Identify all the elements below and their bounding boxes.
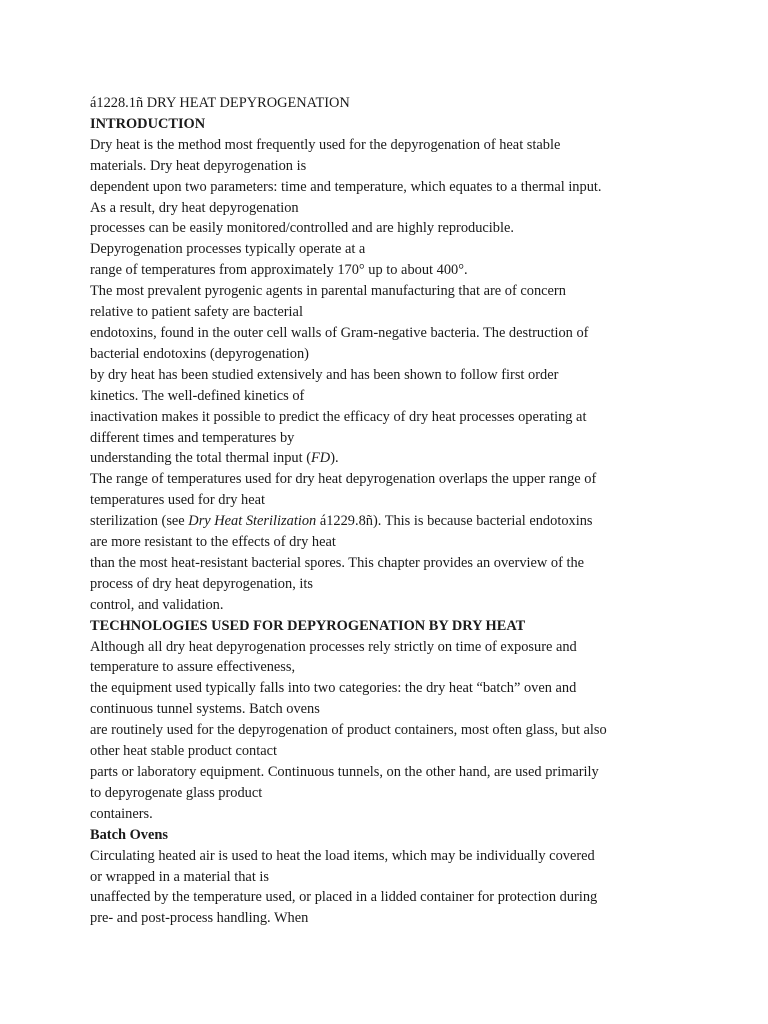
- text-line: pre- and post-process handling. When: [90, 910, 309, 927]
- text-line: different times and temperatures by: [90, 429, 295, 446]
- sterilization-line-before: sterilization (see: [90, 513, 189, 530]
- text-line: unaffected by the temperature used, or placed in a lidded container for protection during: [90, 889, 598, 906]
- text-line: by dry heat has been studied extensively and has been shown to follow first order: [90, 366, 559, 383]
- text-line: Circulating heated air is used to heat the load items, which may be individually covered: [90, 847, 595, 864]
- text-line: are more resistant to the effects of dry heat: [90, 534, 336, 551]
- sterilization-line: [90, 511, 690, 532]
- text-line: the equipment used typically falls into two categories: the dry heat “batch” oven and: [90, 680, 577, 697]
- text-line: temperature to assure effectiveness,: [90, 659, 296, 676]
- batch-ovens-section: [90, 846, 690, 930]
- chapter-title: á1228.1ñ DRY HEAT DEPYROGENATION: [90, 95, 350, 111]
- fd-line-before: understanding the total thermal input (: [90, 450, 312, 467]
- fd-line: [90, 448, 690, 469]
- document-page: [90, 93, 690, 929]
- text-line: range of temperatures from approximately 170° up to about 400°.: [90, 262, 468, 279]
- text-line: relative to patient safety are bacterial: [90, 304, 303, 321]
- text-line: temperatures used for dry heat: [90, 492, 266, 509]
- text-line: endotoxins, found in the outer cell walls of Gram-negative bacteria. The destruction of: [90, 324, 589, 341]
- fd-symbol: FD: [311, 450, 331, 467]
- text-line: process of dry heat depyrogenation, its: [90, 575, 313, 592]
- text-line: dependent upon two parameters: time and temperature, which equates to a thermal input.: [90, 178, 602, 195]
- introduction-section: [90, 135, 690, 616]
- text-line: Although all dry heat depyrogenation processes rely strictly on time of exposure and: [90, 638, 577, 655]
- text-line: than the most heat-resistant bacterial spores. This chapter provides an overview of the: [90, 554, 585, 571]
- batch-ovens-heading: Batch Ovens: [90, 826, 168, 843]
- text-line: Dry heat is the method most frequently used for the depyrogenation of heat stable: [90, 136, 561, 153]
- text-line: materials. Dry heat depyrogenation is: [90, 157, 307, 174]
- fd-line-after: ).: [330, 450, 339, 467]
- technologies-heading: TECHNOLOGIES USED FOR DEPYROGENATION BY DRY HEAT: [90, 617, 526, 634]
- text-line: are routinely used for the depyrogenation of product containers, most often glass, but also: [90, 722, 607, 739]
- text-line: parts or laboratory equipment. Continuous tunnels, on the other hand, are used primarily: [90, 764, 599, 780]
- text-line: other heat stable product contact: [90, 743, 278, 760]
- text-line: The range of temperatures used for dry heat depyrogenation overlaps the upper range of: [90, 471, 597, 488]
- text-line: bacterial endotoxins (depyrogenation): [90, 345, 309, 362]
- text-line: to depyrogenate glass product: [90, 784, 263, 801]
- text-line: or wrapped in a material that is: [90, 868, 270, 885]
- text-line: As a result, dry heat depyrogenation: [90, 199, 299, 216]
- text-line: processes can be easily monitored/controlled and are highly reproducible.: [90, 220, 514, 237]
- sterilization-reference: Dry Heat Sterilization: [188, 513, 317, 530]
- text-line: control, and validation.: [90, 596, 224, 613]
- text-line: Depyrogenation processes typically operate at a: [90, 241, 366, 258]
- technologies-section: [90, 637, 690, 825]
- text-line: containers.: [90, 805, 153, 822]
- introduction-heading: INTRODUCTION: [90, 115, 206, 132]
- text-line: inactivation makes it possible to predict the efficacy of dry heat processes operating at: [90, 408, 587, 425]
- sterilization-line-after: á1229.8ñ). This is because bacterial endotoxins: [316, 513, 593, 530]
- text-line: continuous tunnel systems. Batch ovens: [90, 701, 320, 718]
- text-line: kinetics. The well-defined kinetics of: [90, 387, 305, 404]
- text-line: The most prevalent pyrogenic agents in parental manufacturing that are of concern: [90, 283, 566, 300]
